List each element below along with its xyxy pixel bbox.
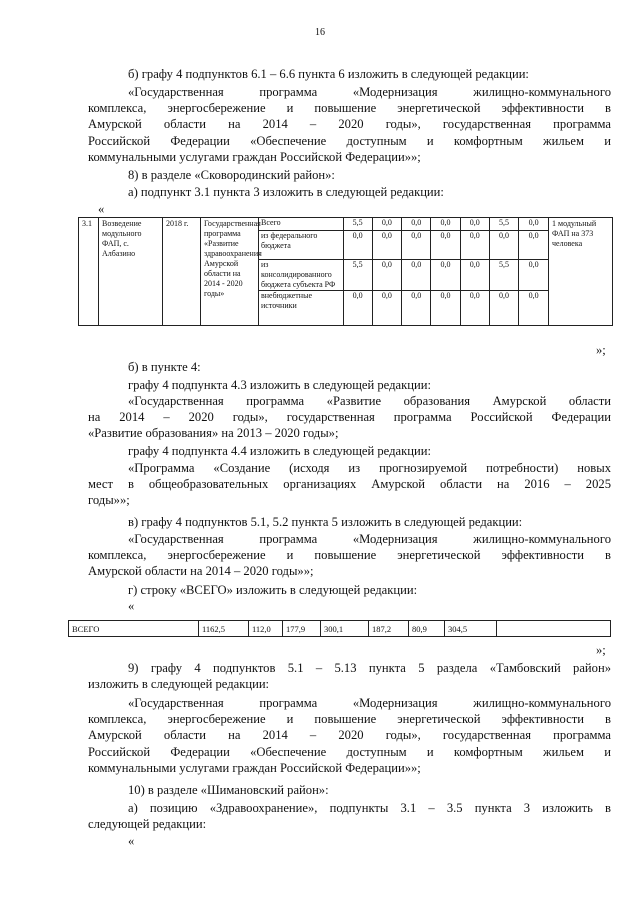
total-value: 177,9 [283,621,321,637]
paragraph-9: 9) графу 4 подпунктов 5.1 – 5.13 пункта 5 раздела «Тамбовский район» изложить в следующей редакции: [88,661,611,692]
total-label: ВСЕГО [69,621,199,637]
paragraph-g: г) строку «ВСЕГО» изложить в следующей редакции: [128,583,418,597]
paragraph-10a: а) позицию «Здравоохранение», подпункты 3.1 – 3.5 пункта 3 изложить в следующей редакции: [88,801,611,832]
funding-value: 0,0 [372,260,401,291]
quote-program-school-places: «Программа «Создание (исходя из прогнозируемой потребности) новых мест в общеобразовательных организациях Амурской области на 2016 – 2025 годы»»; [88,461,611,508]
funding-value: 0,0 [519,291,548,326]
table-skovorodino [78,217,613,326]
cell-result: 1 модульный ФАП на 373 человека [549,218,613,326]
quote-program-housing-2: «Государственная программа «Модернизация жилищно-коммунального комплекса, энергосбережение и повышение энергетической эффективности в Амурской области на 2014 – 2020 годы»»; [88,532,611,579]
cell-object: Возведение модульного ФАП, с. Албазино [99,218,163,326]
open-quote: « [128,834,135,848]
funding-value: 0,0 [372,231,401,260]
total-value: 80,9 [409,621,445,637]
cell-year: 2018 г. [163,218,201,326]
table-row [259,218,548,231]
funding-value: 5,5 [489,218,518,231]
table-row [69,621,611,637]
funding-value: 0,0 [402,231,431,260]
funding-value: 0,0 [352,291,363,300]
paragraph-4-3: графу 4 подпункта 4.3 изложить в следующей редакции: [128,378,431,392]
funding-value: 0,0 [343,231,372,260]
total-value: 304,5 [445,621,497,637]
table-row [259,231,548,260]
cell-num: 3.1 [79,218,99,326]
funding-value: 0,0 [519,260,548,291]
paragraph-b1: б) графу 4 подпунктов 6.1 – 6.6 пункта 6 изложить в следующей редакции: [128,67,529,81]
close-quote: »; [596,343,606,357]
funding-value: 0,0 [460,260,489,291]
funding-value: 0,0 [402,291,431,326]
funding-value: 0,0 [460,291,489,326]
funding-value: 0,0 [372,218,401,231]
cell-funding [259,218,549,326]
funding-value: 5,5 [489,260,518,291]
paragraph-8a: а) подпункт 3.1 пункта 3 изложить в следующей редакции: [128,185,444,199]
funding-value: 0,0 [372,291,401,326]
funding-value: 0,0 [431,231,460,260]
funding-value: 0,0 [489,231,518,260]
funding-source: из федерального бюджета [259,231,343,260]
funding-value: 0,0 [489,291,518,326]
total-value: 1162,5 [199,621,249,637]
funding-value: 5,5 [343,218,372,231]
paragraph-v: в) графу 4 подпунктов 5.1, 5.2 пункта 5 изложить в следующей редакции: [128,515,523,529]
funding-source: внебюджетные источники [259,291,343,326]
funding-value: 0,0 [519,231,548,260]
funding-value: 0,0 [519,218,548,231]
funding-source: Всего [259,218,343,231]
page-number: 16 [315,27,325,38]
quote-program-housing-3: «Государственная программа «Модернизация жилищно-коммунального комплекса, энергосбережение и повышение энергетической эффективности в Амурской области на 2014 – 2020 годы», государственная программа Российской Федерации «Обеспечение доступным и комфортным жильем и коммунальными услугами граждан Российской Федерации»»; [88,696,611,775]
close-quote: »; [596,643,606,657]
funding-value: 0,0 [431,291,460,326]
funding-value: 0,0 [402,218,431,231]
open-quote: « [98,202,105,216]
quote-program-education: «Государственная программа «Развитие образования Амурской области на 2014 – 2020 годы», государственная программа Российской Федерации «Развитие образования» на 2013 – 2020 годы»; [88,394,611,441]
funding-value: 0,0 [402,260,431,291]
funding-value: 0,0 [431,218,460,231]
open-quote: « [128,599,135,613]
funding-value: 0,0 [460,231,489,260]
quote-program-housing: «Государственная программа «Модернизация жилищно-коммунального комплекса, энергосбережение и повышение энергетической эффективности в Амурской области на 2014 – 2020 годы», государственная программа Российской Федерации «Обеспечение доступным и комфортным жильем и коммунальными услугами граждан Российской Федерации»»; [88,85,611,164]
total-value: 300,1 [321,621,369,637]
paragraph-4-4: графу 4 подпункта 4.4 изложить в следующей редакции: [128,444,431,458]
table-total [68,620,611,637]
funding-source: из консолидированного бюджета субъекта РФ [259,260,343,291]
funding-value: 5,5 [343,260,372,291]
total-value [497,621,611,637]
cell-program: Государственная программа «Развитие здравоохранения Амурской области на 2014 - 2020 годы» [201,218,259,326]
paragraph-b2: б) в пункте 4: [128,360,201,374]
table-row [259,291,548,326]
total-value: 187,2 [369,621,409,637]
funding-value: 0,0 [460,218,489,231]
paragraph-8: 8) в разделе «Сковородинский район»: [128,168,335,182]
table-row [259,260,548,291]
total-value: 112,0 [249,621,283,637]
paragraph-10: 10) в разделе «Шимановский район»: [128,783,329,797]
funding-value: 0,0 [431,260,460,291]
